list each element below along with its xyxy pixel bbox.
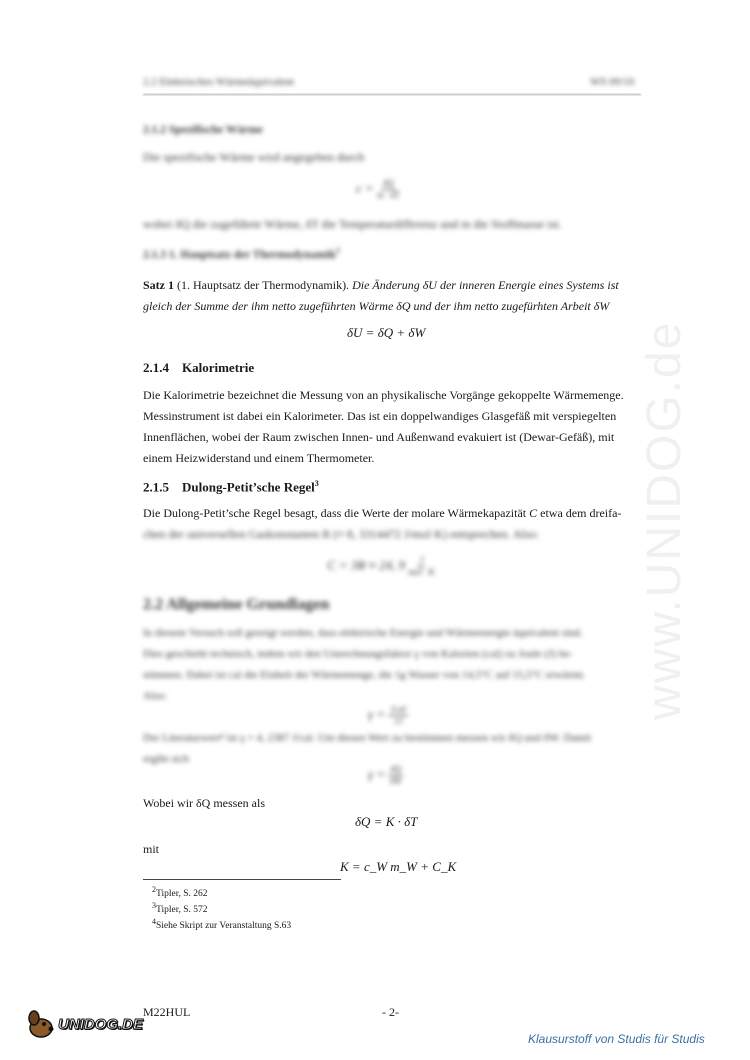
dog-icon	[24, 1008, 58, 1040]
footnotes	[152, 884, 291, 932]
heading-2-1-5: 2.1.5 Dulong-Petit’sche Regel$^3$	[143, 479, 319, 495]
equation-gamma-def: γ = $\frac{\text{1cal}}{1J}$	[368, 704, 406, 726]
footnote-3: $^3$Tipler, S. 572	[152, 901, 208, 916]
heading-2-1-4: 2.1.4 Kalorimetrie	[143, 360, 255, 375]
page-number: - 2-	[382, 1005, 399, 1019]
footnote-2: $^2$Tipler, S. 262	[152, 885, 208, 900]
footnote-4: $^4$Siehe Skript zur Veranstaltung S.63	[152, 917, 292, 932]
logo-text: UNIDOG.DE	[58, 1016, 144, 1033]
heading-2-1-3: 2.1.3 1. Hauptsatz der Thermodynamik$^2$	[143, 246, 340, 261]
heading-2-1-2: 2.1.2 Spezifische Wärme	[143, 124, 263, 136]
equation-dulong-petit: C = 3R ≈ 24, 9 $\frac{J}{\text{mol · K}}$	[327, 555, 435, 577]
equation-delta-q: δQ = K · δT	[355, 814, 418, 829]
equation-specific-heat: c = $\frac{\delta Q}{m \cdot \delta T}$	[356, 178, 400, 200]
s212-intro: Die spezifische Wärme wird angegeben durch	[143, 150, 365, 164]
footer-left: M22HUL	[143, 1005, 191, 1019]
measure-text: Wobei wir δQ messen als	[143, 796, 265, 810]
literaturwert-text: Der Literaturwert⁴ ist γ = 4, 2387 J/cal. Um diesen Wert zu bestimmen messen wir δQ und δW. Damit ergibt sich	[143, 732, 592, 765]
heading-2-2: 2.2 Allgemeine Grundlagen	[143, 596, 330, 613]
watermark: www.UNIDOG.de	[638, 320, 691, 720]
unidog-logo[interactable]	[24, 1008, 164, 1040]
tagline: Klausurstoff von Studis für Studis	[528, 1032, 705, 1046]
grundlagen-paragraph: In diesem Versuch soll gezeigt werden, dass elektrische Energie und Wärmeenergie äquivalent sind. Dies geschieht technisch, indem wir den Umrechnungsfaktor γ von Kalorien (cal) zu Joule (J) be- stimmen. Dabei ist cal die Einheit der Wärmemenge, die 1g Wasser von 14,5°C auf 15,5°C erwärmt. Also:	[143, 627, 586, 702]
kalorimetrie-paragraph: Die Kalorimetrie bezeichnet die Messung von an physikalische Vorgänge gekoppelte Wärmemenge. Messinstrument ist dabei ein Kalorimeter. Das ist ein doppelwandiges Glasgefäß mit verspiegelten Innenflächen, wobei der Raum zwischen Innen- und Außenwand evakuiert ist (Dewar-Gefäß), mit einem Heizwiderstand und einem Thermometer.	[143, 388, 624, 465]
running-header-left: 2.2 Elektrisches Wärmeäquivalent	[143, 76, 294, 88]
satz-1: Satz 1 (1. Hauptsatz der Thermodynamik). Die Änderung δU der inneren Energie eines Systems ist gleich der Summe der ihm netto zugeführten Wärme δQ und der ihm netto zugefürhten Arbeit δW	[143, 278, 619, 313]
footnote-rule	[143, 879, 341, 880]
equation-first-law: δU = δQ + δW	[347, 325, 426, 340]
running-header-right: WS 09/10	[590, 76, 635, 88]
dulong-petit-line-1: Die Dulong-Petit’sche Regel besagt, dass die Werte der molare Wärmekapazität C etwa dem dreifa-	[143, 506, 622, 520]
dulong-petit-line-2: chen der universellen Gaskonstanten R (≈ 8, 3314472 J/mol·K) entsprechen. Also:	[143, 527, 539, 541]
mit-text: mit	[143, 842, 160, 856]
equation-k: K = c_W m_W + C_K	[340, 859, 457, 874]
header-rule	[143, 94, 641, 95]
equation-gamma-ratio: γ = $\frac{\delta Q}{\delta W}$	[368, 764, 402, 786]
s212-after: wobei δQ die zugeführte Wärme, δT die Temperaturdifferenz und m die Stoffmasse ist.	[143, 217, 562, 231]
